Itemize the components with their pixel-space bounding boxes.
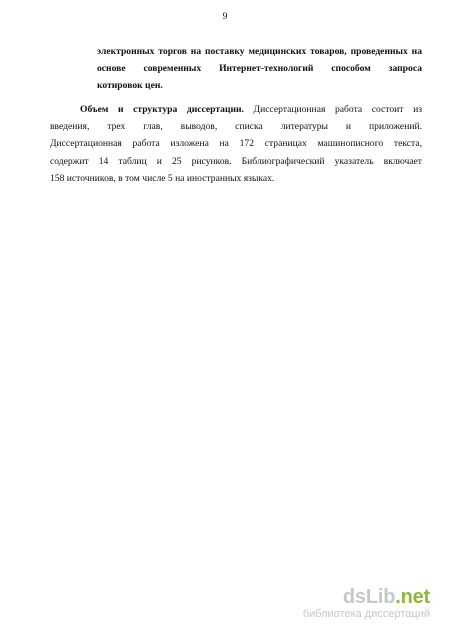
text-line: содержит 14 таблиц и 25 рисунков. Библиографический указатель включает [50, 155, 422, 167]
text-line: Диссертационная работа изложена на 172 страницах машинописного текста, [50, 138, 422, 150]
structure-paragraph [50, 101, 422, 187]
text-line: котировок цен. [97, 80, 163, 92]
page-number: 9 [222, 12, 228, 22]
section-heading: Объем и структура диссертации. [80, 104, 244, 115]
dslib-watermark [303, 586, 430, 620]
continuation-paragraph [97, 43, 422, 95]
text-line: введения, трех глав, выводов, списка литературы и приложений. [50, 121, 422, 133]
watermark-logo: dsLib.net [342, 586, 430, 608]
text-line: 158 источников, в том числе 5 на иностранных языках. [50, 172, 275, 184]
text-line: основе современных Интернет-технологий способом запроса [97, 63, 422, 75]
text-line: электронных торгов на поставку медицинских товаров, проведенных на [97, 46, 422, 57]
watermark-subtitle: библиотека диссертаций [302, 608, 430, 620]
section-heading-continuation: Диссертационная работа состоит из [243, 104, 422, 115]
text-line [50, 101, 422, 118]
